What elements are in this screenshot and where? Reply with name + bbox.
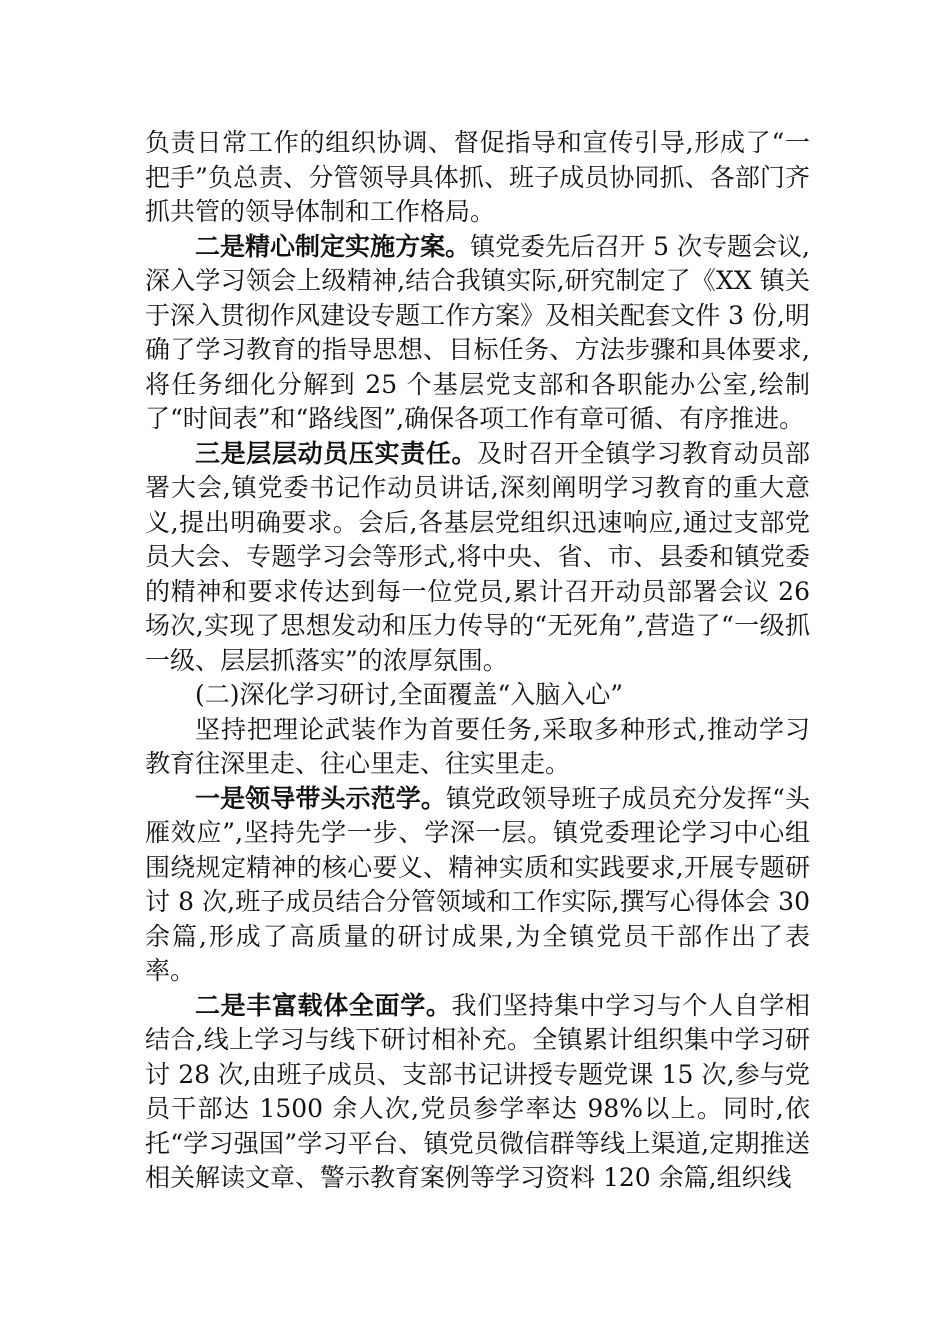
paragraph-intro-continued <box>145 126 810 230</box>
paragraph-text: 镇党委先后召开 5 次专题会议,深入学习领会上级精神,结合我镇实际,研究制定了《XX 镇关于深入贯彻作风建设专题工作方案》及相关配套文件 3 份,明确了学习教育的指导思想、目标任务、方法步骤和具体要求,将任务细化分解到 25 个基层党支部和各职能办公室,绘制了“时间表”和“路线图”,确保各项工作有章可循、有序推进。 <box>145 231 810 433</box>
paragraph-text: 及时召开全镇学习教育动员部署大会,镇党委书记作动员讲话,深刻阐明学习教育的重大意义,提出明确要求。会后,各基层党组织迅速响应,通过支部党员大会、专题学习会等形式,将中央、省、市、县委和镇党委的精神和要求传达到每一位党员,累计召开动员部署会议 26 场次,实现了思想发动和压力传导的“无死角”,营造了“一级抓一级、层层抓落实”的浓厚氛围。 <box>145 438 810 675</box>
paragraph-leadership-example <box>145 782 810 989</box>
paragraph-rich-carriers <box>145 989 810 1196</box>
section-heading <box>145 678 810 713</box>
paragraph-lead: 一是领导带头示范学。 <box>195 783 446 813</box>
paragraph-text: 我们坚持集中学习与个人自学相结合,线上学习与线下研讨相补充。全镇累计组织集中学习研讨 28 次,由班子成员、支部书记讲授专题党课 15 次,参与党员干部达 1500 余人次,党员参学率达 98%以上。同时,依托“学习强国”学习平台、镇党员微信群等线上渠道,定期推送相关解读文章、警示教育案例等学习资料 120 余篇,组织线 <box>145 990 810 1192</box>
paragraph-mobilization <box>145 437 810 679</box>
paragraph-lead: 三是层层动员压实责任。 <box>195 438 478 468</box>
paragraph-lead: 二是丰富载体全面学。 <box>195 990 452 1020</box>
section-heading-text: (二)深化学习研讨,全面覆盖“入脑入心” <box>195 680 624 709</box>
paragraph-theory <box>145 713 810 782</box>
paragraph-text: 负责日常工作的组织协调、督促指导和宣传引导,形成了“一把手”负总责、分管领导具体抓、班子成员协同抓、各部门齐抓共管的领导体制和工作格局。 <box>145 128 810 226</box>
paragraph-text: 坚持把理论武装作为首要任务,采取多种形式,推动学习教育往深里走、往心里走、往实里走。 <box>145 714 810 778</box>
paragraph-lead: 二是精心制定实施方案。 <box>195 231 471 261</box>
paragraph-implementation-plan <box>145 230 810 437</box>
paragraph-text: 镇党政领导班子成员充分发挥“头雁效应”,坚持先学一步、学深一层。镇党委理论学习中心组围绕规定精神的核心要义、精神实质和实践要求,开展专题研讨 8 次,班子成员结合分管领域和工作实际,撰写心得体会 30 余篇,形成了高质量的研讨成果,为全镇党员干部作出了表率。 <box>145 783 810 985</box>
document-page <box>145 126 810 1196</box>
